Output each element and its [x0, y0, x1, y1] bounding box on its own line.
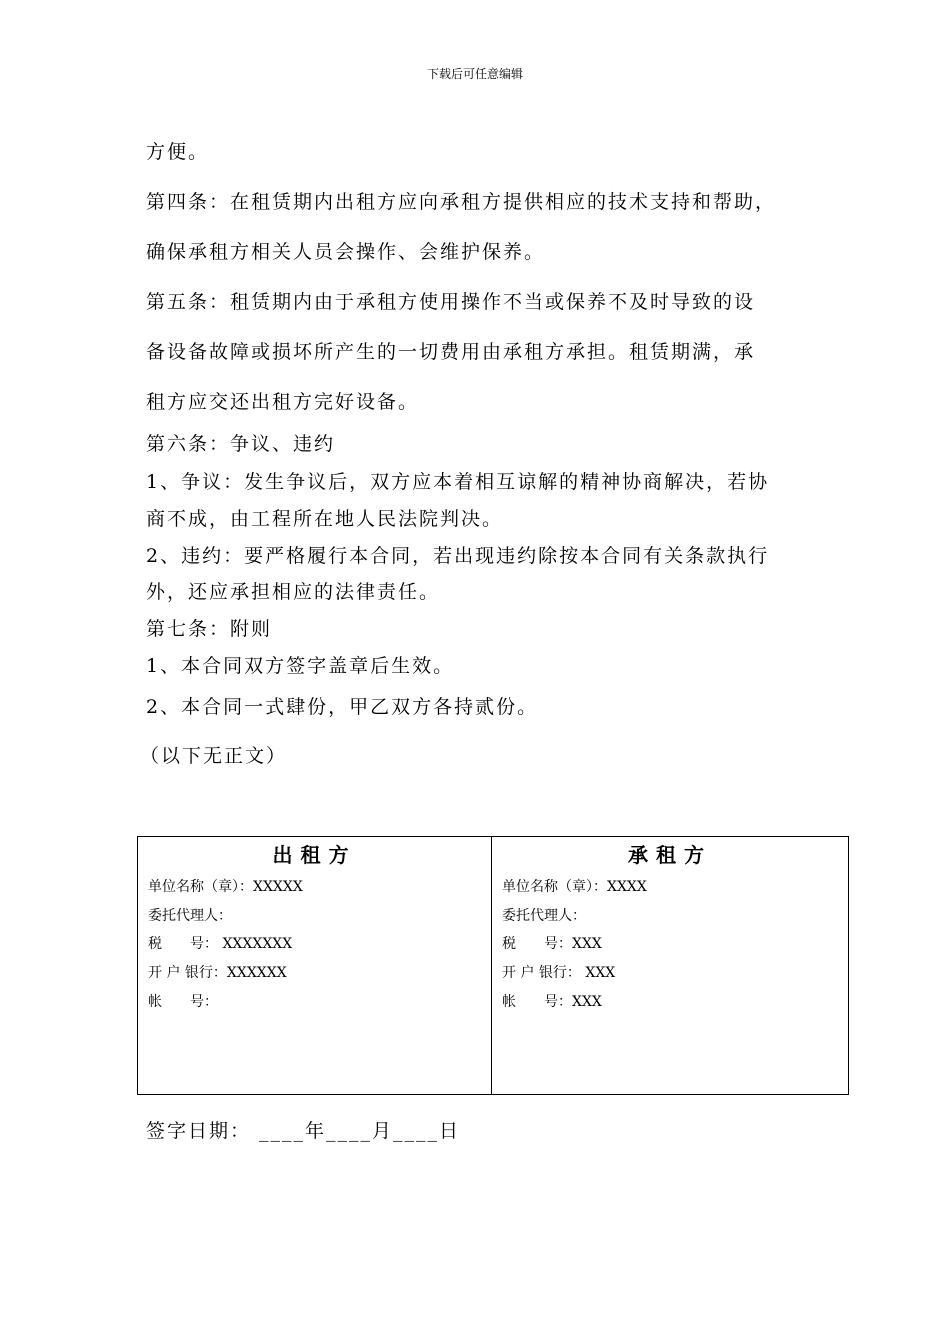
lessor-title: 出租方 — [272, 843, 357, 867]
lessee-field: 开 户 银行： XXX — [502, 965, 616, 981]
lessee-field: 单位名称（章）：XXXX — [502, 879, 647, 895]
lessor-field: 单位名称（章）：XXXXX — [148, 879, 303, 895]
body-line: 方便。 — [146, 141, 210, 163]
body-line: 第四条：在租赁期内出租方应向承租方提供相应的技术支持和帮助， — [146, 191, 777, 213]
body-line: 第六条：争议、违约 — [146, 433, 336, 455]
signature-table — [137, 836, 849, 1095]
signing-date: 签字日期： ____年____月____日 — [146, 1120, 461, 1142]
body-line: 租方应交还出租方完好设备。 — [146, 391, 420, 413]
lessor-field: 帐 号： — [148, 994, 218, 1010]
lessor-field: 税 号： XXXXXXX — [148, 936, 293, 952]
body-line: 第七条：附则 — [146, 618, 273, 640]
body-line: 1、本合同双方签字盖章后生效。 — [146, 655, 455, 677]
page-header-note: 下载后可任意编辑 — [426, 67, 523, 81]
lessee-column — [492, 837, 848, 1094]
body-line: （以下无正文） — [140, 745, 288, 767]
lessee-field: 帐 号：XXX — [502, 994, 602, 1010]
body-line: 备设备故障或损坏所产生的一切费用由承租方承担。租赁期满，承 — [146, 341, 756, 363]
body-line: 2、本合同一式肆份，甲乙双方各持贰份。 — [146, 696, 539, 718]
lessee-field: 税 号：XXX — [502, 936, 602, 952]
lessor-column — [138, 837, 492, 1094]
body-line: 确保承租方相关人员会操作、会维护保养。 — [146, 241, 546, 263]
lessor-field: 开 户 银行：XXXXXX — [148, 965, 287, 981]
body-line: 1、争议：发生争议后，双方应本着相互谅解的精神协商解决，若协 — [146, 471, 770, 493]
body-line: 第五条：租赁期内由于承租方使用操作不当或保养不及时导致的设 — [146, 291, 756, 313]
lessee-field: 委托代理人： — [502, 908, 586, 924]
body-line: 2、违约：要严格履行本合同，若出现违约除按本合同有关条款执行 — [146, 545, 770, 567]
body-line: 外，还应承担相应的法律责任。 — [146, 581, 441, 603]
lessor-field: 委托代理人： — [148, 908, 232, 924]
lessee-title: 承租方 — [628, 843, 712, 867]
body-line: 商不成，由工程所在地人民法院判决。 — [146, 508, 504, 530]
